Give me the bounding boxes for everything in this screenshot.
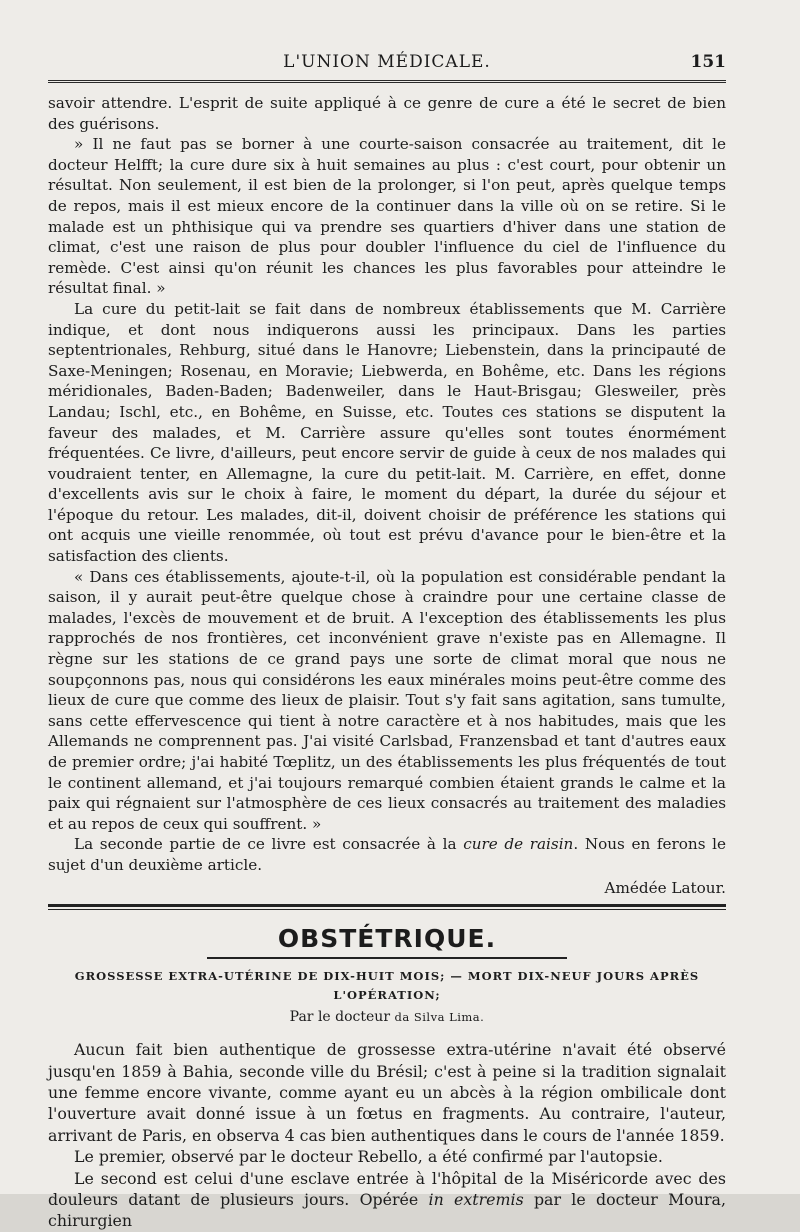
paragraph: [48, 834, 726, 875]
text-run: . Nous en ferons le sujet d'un deuxième article.: [48, 835, 726, 874]
byline-prefix: Par le docteur: [289, 1009, 395, 1026]
paragraph: Le premier, observé par le docteur Rebello, a été confirmé par l'autopsie.: [74, 1147, 663, 1167]
article-title-line: GROSSESSE EXTRA-UTÉRINE DE DIX-HUIT MOIS; — MORT DIX-NEUF JOURS APRÈS: [74, 969, 700, 984]
paragraph: » Il ne faut pas se borner à une courte-saison consacrée au traitement, dit le docteur Helfft; la cure dure six à huit semaines au plus : c'est court, pour obtenir un résultat. Non seulement, il est bien de la prolonger, si l'on peut, après quelque temps de repos, mais il est mieux encore de la continuer dans la ville où on se retire. Si le malade est un phthisique qui va prendre ses quartiers d'hiver dans une station de climat, c'est une raison de plus pour doubler l'influence du ciel de l'influence du remède. C'est ainsi qu'on réunit les chances les plus favorables pour atteindre le résultat final. »: [48, 135, 726, 298]
paragraph: La cure du petit-lait se fait dans de nombreux établissements que M. Carrière indique, et dont nous indiquerons aussi les principaux. Dans les parties septentrionales, Rehburg, situé dans le Hanovre; Liebenstein, dans la principauté de Saxe-Meningen; Rosenau, en Moravie; Liebwerda, en Bohême, etc. Dans les régions méridionales, Baden-Baden; Badenweiler, dans le Haut-Brisgau; Glesweiler, près Landau; Ischl, etc., en Bohême, en Suisse, etc. Toutes ces stations se disputent la faveur des malades, et M. Carrière assure qu'elles sont toutes énormément fréquentées. Ce livre, d'ailleurs, peut encore servir de guide à ceux de nos malades qui voudraient tenter, en Allemagne, la cure du petit-lait. M. Carrière, en effet, donne d'excellents avis sur le choix à faire, le moment du départ, la durée du séjour et l'époque du retour. Les malades, dit-il, doivent choisir de préférence les stations qui ont acquis une vieille renommée, où tout est prévu d'avance pour le bien-être et la satisfaction des clients.: [48, 299, 726, 566]
paragraph: « Dans ces établissements, ajoute-t-il, où la population est considérable pendant la saison, il y aurait peut-être quelque chose à craindre pour une certaine classe de malades, l'excès de mouvement et de bruit. A l'exception des établissements les plus rapprochés de nos frontières, cet inconvénient grave n'existe pas en Allemagne. Il règne sur les stations de ce grand pays une sorte de climat moral que nous ne soupçonnons pas, nous qui considérons les eaux minérales moins peut-être comme des lieux de cure que comme des lieux de plaisir. Tout s'y fait sans agitation, sans tumulte, sans cette effervescence qui tient à notre caractère et à nos habitudes, mais que les Allemands ne comprennent pas. J'ai visité Carlsbad, Franzensbad et tant d'autres eaux de premier ordre; j'ai habité Tœplitz, un des établissements les plus fréquentés de tout le continent allemand, et j'ai toujours remarqué combien étaient grands le calme et la paix qui régnaient sur l'atmosphère de ces lieux consacrés au traitement des maladies et au repos de ceux qui souffrent. »: [48, 567, 726, 833]
article-title: [68, 967, 706, 1005]
text-run: par le docteur Moura, chirurgien: [48, 1190, 726, 1231]
article-title-line: L'OPÉRATION;: [333, 988, 441, 1003]
italic-run: cure de raisin: [463, 835, 574, 854]
page-number: 151: [690, 52, 726, 72]
review-article: [48, 93, 726, 898]
section-title: OBSTÉTRIQUE.: [277, 924, 497, 954]
byline-author: da Silva Lima.: [394, 1010, 485, 1025]
journal-title: L'UNION MÉDICALE.: [283, 52, 491, 72]
header-rule: [48, 80, 726, 83]
paragraph: [48, 1168, 726, 1232]
author-signature: Amédée Latour.: [604, 878, 726, 897]
obstetrics-article: [48, 1039, 726, 1232]
italic-run: in extremis: [428, 1190, 524, 1209]
text-run: La seconde partie de ce livre est consacrée à la: [74, 835, 464, 854]
byline: [48, 1009, 726, 1025]
paragraph: savoir attendre. L'esprit de suite appliqué à ce genre de cure a été le secret de bien des guérisons.: [48, 94, 726, 133]
text-run: Le second est celui d'une esclave entrée à l'hôpital de la Miséricorde avec des douleurs datant de plusieurs jours. Opérée: [48, 1168, 726, 1209]
title-underline: [207, 957, 567, 959]
section-divider: [48, 904, 726, 910]
paragraph: Aucun fait bien authentique de grossesse extra-utérine n'avait été observé jusqu'en 1859 à Bahia, seconde ville du Brésil; c'est à peine si la tradition signalait une femme encore vivante, comme ayant eu un abcès à la région ombilicale dont l'ouverture avait donné issue à un fœtus en fragments. Au contraire, l'auteur, arrivant de Paris, en observa 4 cas bien authentiques dans le cours de l'année 1859.: [48, 1040, 726, 1145]
running-head: [48, 48, 726, 74]
